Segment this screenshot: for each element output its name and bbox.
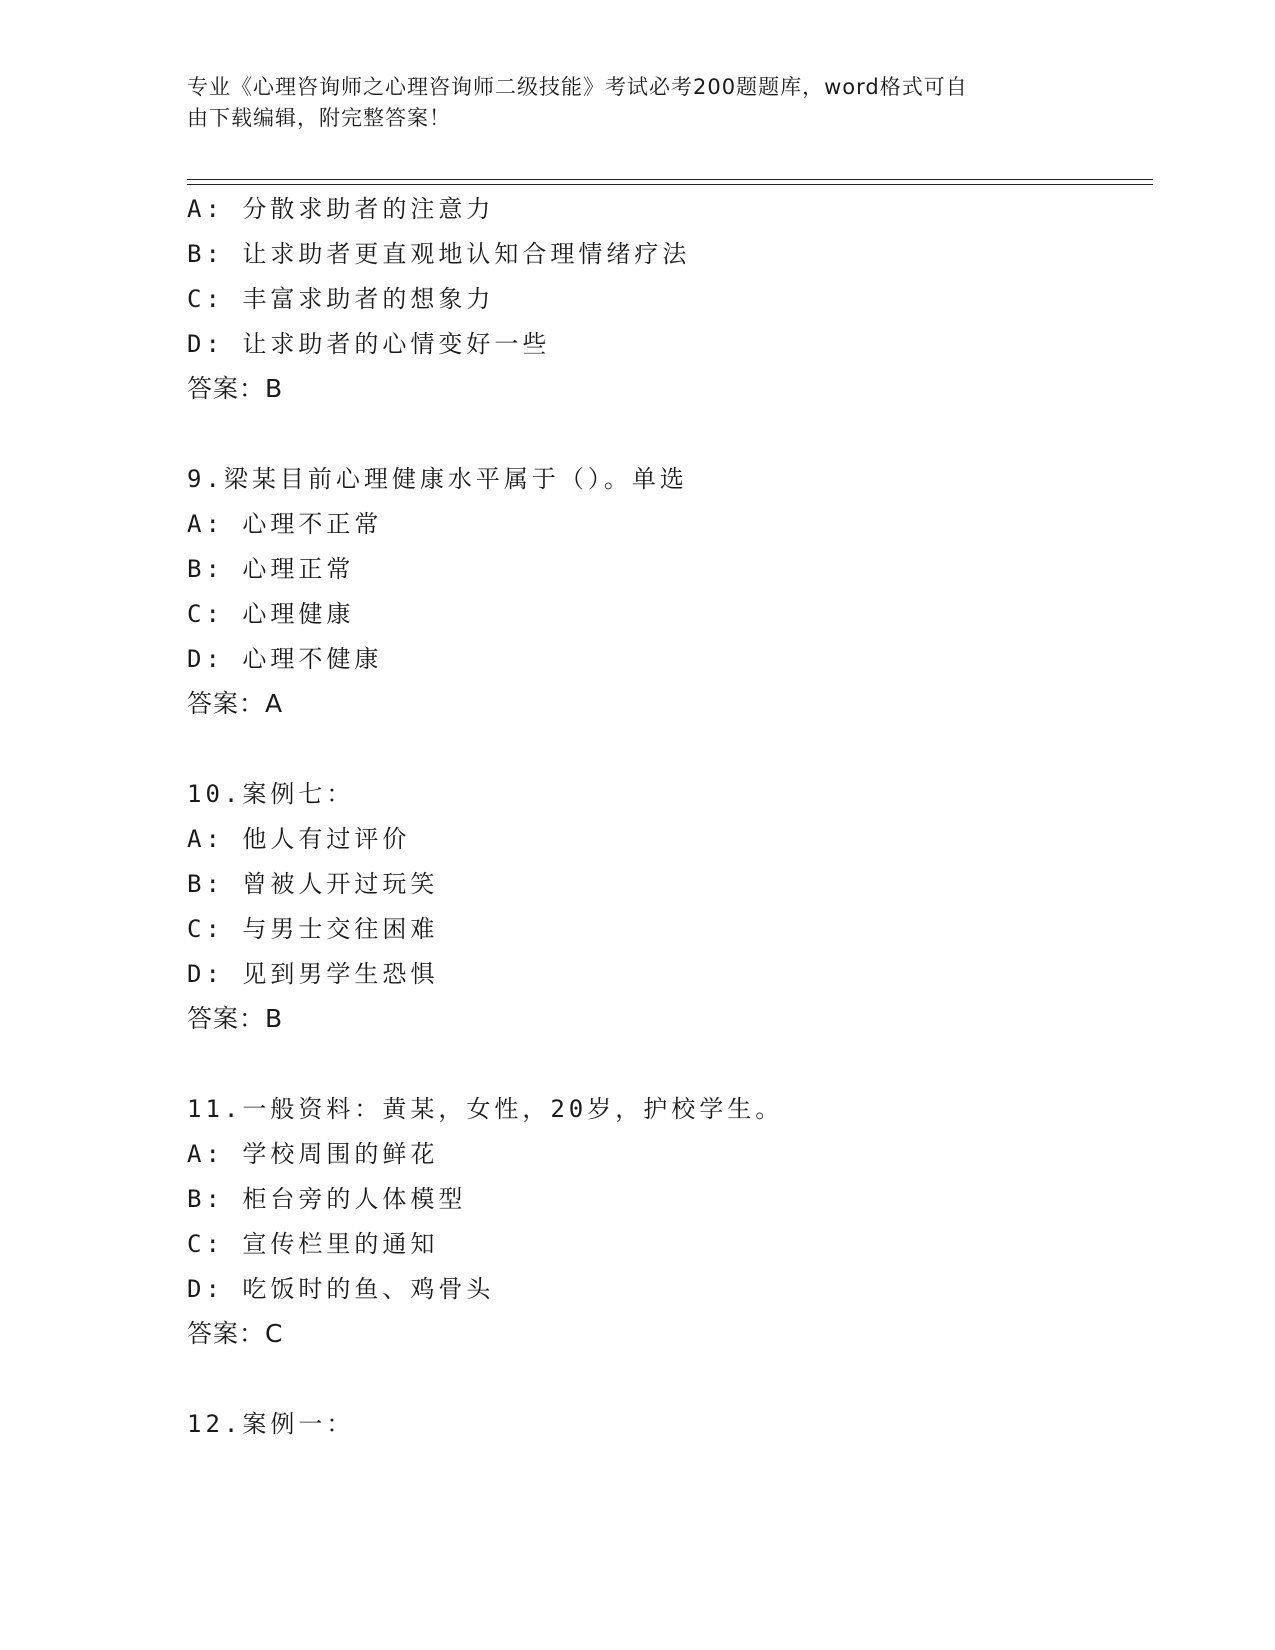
option-b: B: 心理正常 <box>187 555 355 583</box>
option-c: C: 宣传栏里的通知 <box>187 1230 439 1258</box>
header-divider-bottom <box>187 184 1153 185</box>
option-a: A: 心理不正常 <box>187 510 383 538</box>
option-d: D: 吃饭时的鱼、鸡骨头 <box>187 1275 495 1303</box>
option-d: D: 见到男学生恐惧 <box>187 960 439 988</box>
header-line-2: 由下载编辑，附完整答案！ <box>187 106 451 130</box>
option-a: A: 他人有过评价 <box>187 825 411 853</box>
answer-line: 答案：A <box>187 689 284 718</box>
answer-line: 答案：C <box>187 1319 284 1348</box>
answer-line: 答案：B <box>187 374 284 403</box>
option-c: C: 与男士交往困难 <box>187 915 439 943</box>
header-line-1: 专业《心理咨询师之心理咨询师二级技能》考试必考200题题库，word格式可自 <box>187 75 968 99</box>
option-a: A: 分散求助者的注意力 <box>187 195 495 223</box>
question-10: 10.案例七： <box>187 780 355 808</box>
option-b: B: 让求助者更直观地认知合理情绪疗法 <box>187 240 691 268</box>
option-d: D: 让求助者的心情变好一些 <box>187 330 551 358</box>
answer-line: 答案：B <box>187 1004 284 1033</box>
option-a: A: 学校周围的鲜花 <box>187 1140 439 1168</box>
document-header <box>187 72 1067 134</box>
option-c: C: 丰富求助者的想象力 <box>187 285 495 313</box>
option-b: B: 柜台旁的人体模型 <box>187 1185 467 1213</box>
question-11: 11.一般资料：黄某，女性，20岁，护校学生。 <box>187 1095 784 1123</box>
option-b: B: 曾被人开过玩笑 <box>187 870 439 898</box>
question-12: 12.案例一： <box>187 1410 355 1438</box>
option-c: C: 心理健康 <box>187 600 355 628</box>
header-divider-top <box>187 179 1153 180</box>
option-d: D: 心理不健康 <box>187 645 383 673</box>
question-9: 9.梁某目前心理健康水平属于（）。单选 <box>187 465 688 493</box>
